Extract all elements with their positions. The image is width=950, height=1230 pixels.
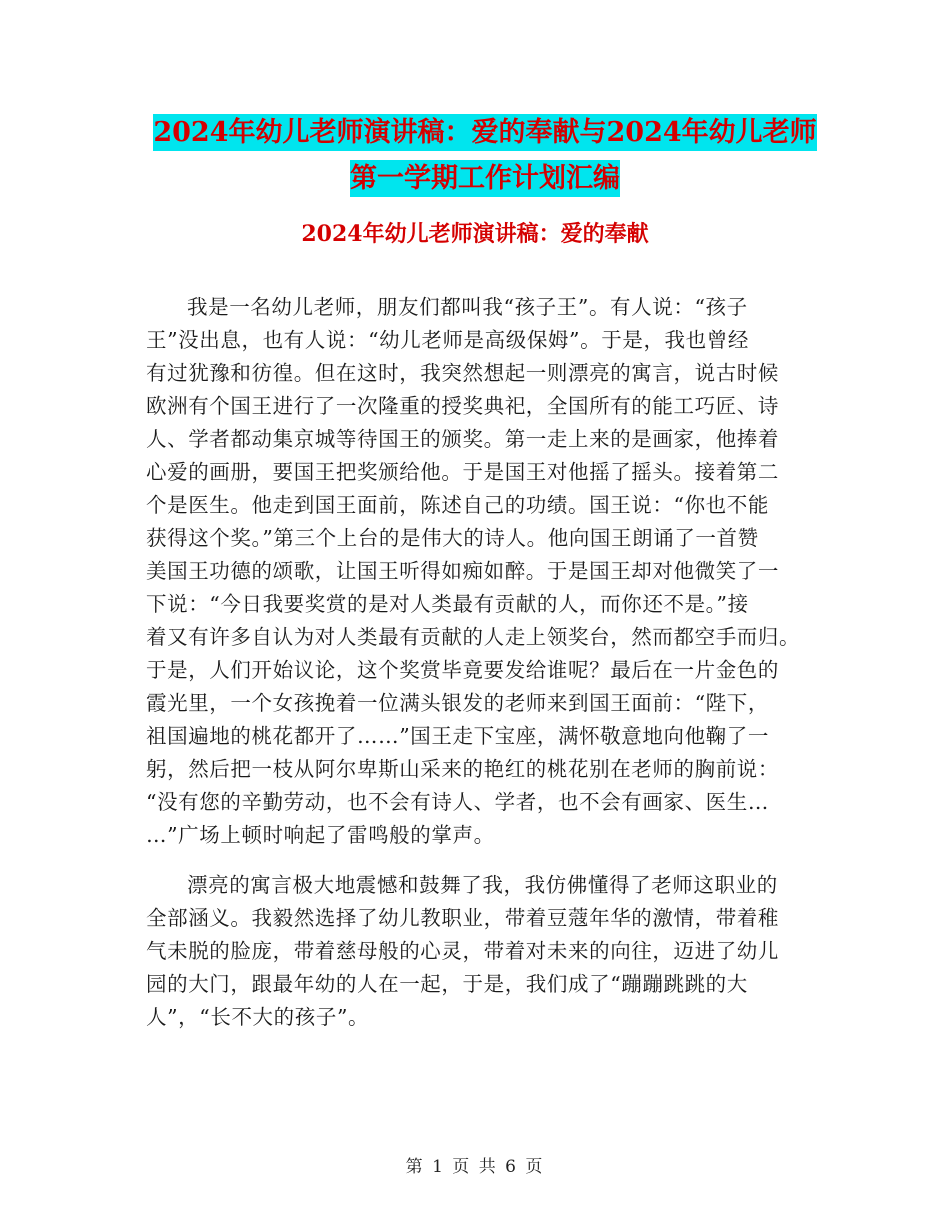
- paragraph-line: 我是一名幼儿老师，朋友们都叫我“孩子王”。有人说：“孩子: [187, 295, 748, 319]
- paragraph-line: 于是，人们开始议论，这个奖赏毕竟要发给谁呢？最后在一片金色的: [146, 658, 779, 682]
- paragraph-line: 霞光里，一个女孩挽着一位满头银发的老师来到国王面前：“陛下，: [146, 691, 769, 715]
- paragraph-line: “没有您的辛勤劳动，也不会有诗人、学者，也不会有画家、医生…: [146, 790, 769, 814]
- paragraph-line: 心爱的画册，要国王把奖颁给他。于是国王对他摇了摇头。接着第二: [146, 460, 779, 484]
- paragraph-line: …”广场上顿时响起了雷鸣般的掌声。: [146, 823, 495, 847]
- document-title-line-1: 2024年幼儿老师演讲稿：爱的奉献与2024年幼儿老师: [153, 114, 816, 151]
- paragraph-line: 下说：“今日我要奖赏的是对人类最有贡献的人，而你还不是。”接: [146, 592, 749, 616]
- paragraph-line: 获得这个奖。”第三个上台的是伟大的诗人。他向国王朗诵了一首赞: [146, 526, 759, 550]
- section-heading: 2024年幼儿老师演讲稿：爱的奉献: [301, 221, 649, 247]
- paragraph-line: 人、学者都动集京城等待国王的颁奖。第一走上来的是画家，他捧着: [146, 427, 779, 451]
- paragraph-line: 欧洲有个国王进行了一次隆重的授奖典祀，全国所有的能工巧匠、诗: [146, 394, 779, 418]
- paragraph-line: 有过犹豫和彷徨。但在这时，我突然想起一则漂亮的寓言，说古时候: [146, 361, 779, 385]
- paragraph-2: [146, 869, 806, 1034]
- paragraph-line: 个是医生。他走到国王面前，陈述自己的功绩。国王说：“你也不能: [146, 493, 769, 517]
- paragraph-line: 漂亮的寓言极大地震憾和鼓舞了我，我仿佛懂得了老师这职业的: [187, 873, 778, 897]
- paragraph-line: 气未脱的脸庞，带着慈母般的心灵，带着对未来的向往，迈进了幼儿: [146, 939, 779, 963]
- paragraph-line: 着又有许多自认为对人类最有贡献的人走上领奖台，然而都空手而归。: [146, 625, 801, 649]
- document-body: [146, 291, 806, 1034]
- paragraph-line: 王”没出息，也有人说：“幼儿老师是高级保姆”。于是，我也曾经: [146, 328, 749, 352]
- paragraph-1: [146, 291, 806, 852]
- paragraph-line: 人”，“长不大的孩子”。: [146, 1005, 370, 1029]
- paragraph-line: 祖国遍地的桃花都开了……”国王走下宝座，满怀敬意地向他鞠了一: [146, 724, 769, 748]
- paragraph-line: 躬，然后把一枝从阿尔卑斯山采来的艳红的桃花别在老师的胸前说：: [146, 757, 779, 781]
- paragraph-gap: [146, 852, 806, 869]
- document-title: [150, 110, 820, 202]
- paragraph-line: 美国王功德的颂歌，让国王听得如痴如醉。于是国王却对他微笑了一: [146, 559, 779, 583]
- paragraph-line: 全部涵义。我毅然选择了幼儿教职业，带着豆蔻年华的激情，带着稚: [146, 906, 779, 930]
- document-title-line-2: 第一学期工作计划汇编: [350, 160, 620, 197]
- paragraph-line: 园的大门，跟最年幼的人在一起，于是，我们成了“蹦蹦跳跳的大: [146, 972, 748, 996]
- page-footer: 第 1 页 共 6 页: [405, 1157, 545, 1177]
